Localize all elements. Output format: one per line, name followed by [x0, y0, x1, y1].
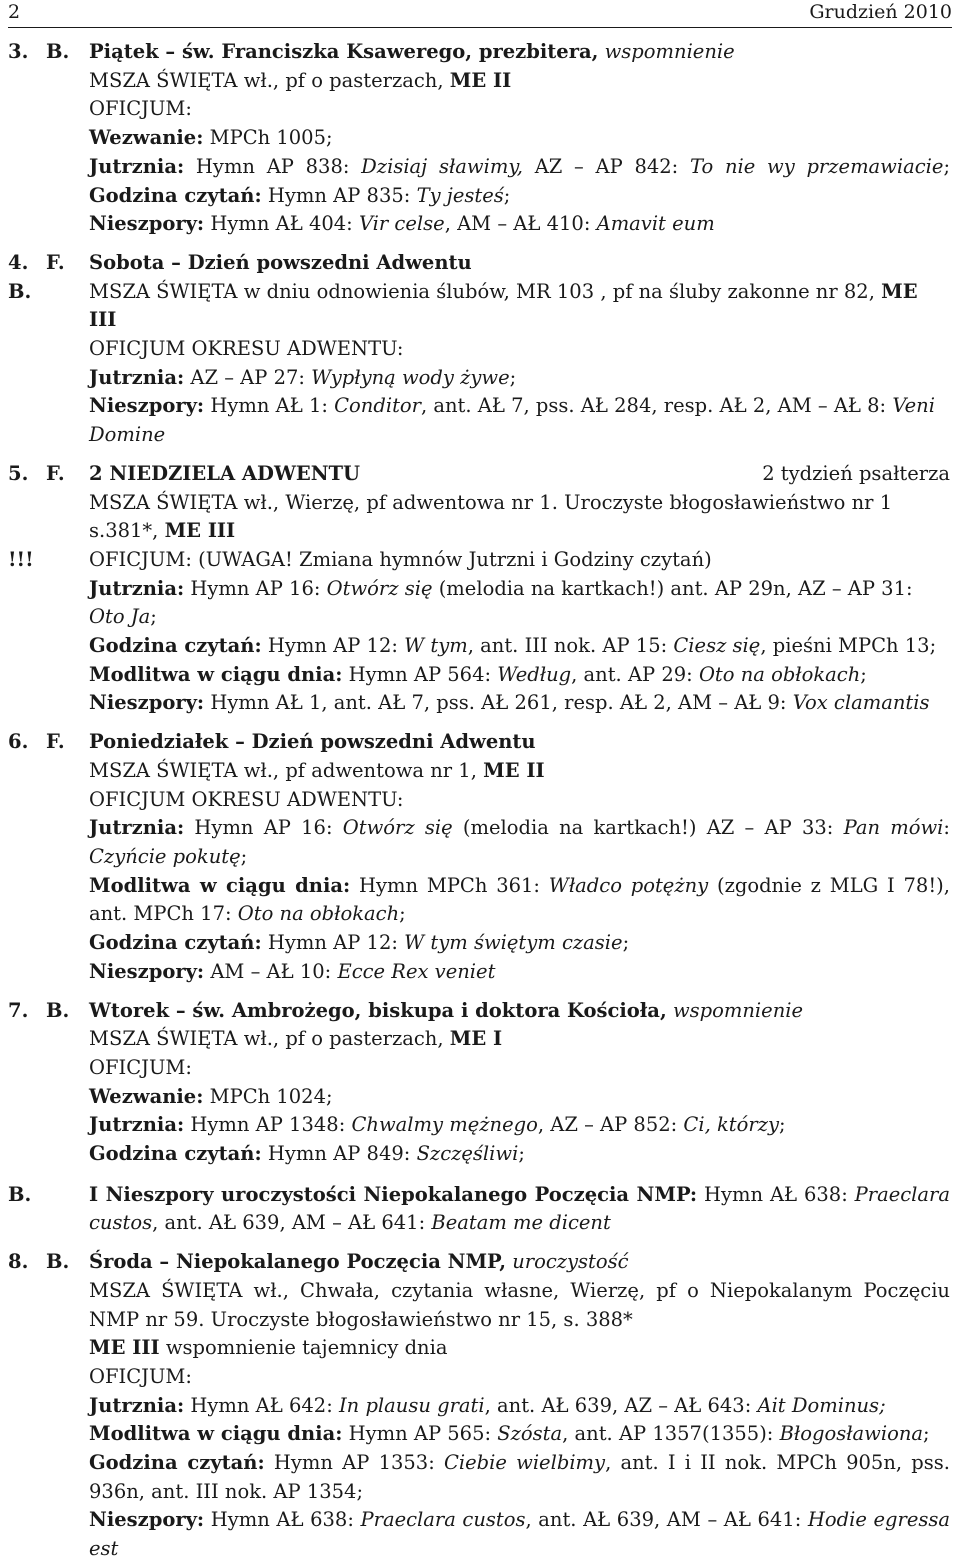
first-vespers-line: B. I Nieszpory uroczystości Niepokalanego Poczęcia NMP: Hymn AŁ 638: Praeclara [8, 1182, 950, 1206]
daytime-prayer-line: Modlitwa w ciągu dnia: Hymn AP 565: Szósta, ant. AP 1357(1355): Błogosławiona; [89, 1422, 930, 1446]
day-title: 2 NIEDZIELA ADWENTU [89, 461, 361, 485]
office-of-readings-line: Godzina czytań: Hymn AP 12: W tym świętym czasie; [89, 931, 630, 955]
mass-line: MSZA ŚWIĘTA wł., Chwała, czytania własne, Wierzę, pf o Niepokalanym Poczęciu [89, 1278, 950, 1302]
invitatory-line: Wezwanie: MPCh 1005; [89, 126, 333, 150]
day-4-title: 4. F. Sobota – Dzień powszedni Adwentu [8, 250, 472, 274]
office-notice: !!! OFICJUM: (UWAGA! Zmiana hymnów Jutrzni i Godziny czytań) [0, 546, 960, 575]
mass-line-cont: NMP nr 59. Uroczyste błogosławieństwo nr 15, s. 388* [89, 1307, 633, 1331]
vespers-line: Nieszpory: Hymn AŁ 1: Conditor, ant. AŁ 7, pss. AŁ 284, resp. AŁ 2, AM – AŁ 8: Veni Domine [89, 394, 935, 447]
mass-line-cont: s.381*, ME III [89, 519, 236, 543]
psalter-week: 2 tydzień psałterza [762, 461, 950, 485]
day-5-title: 5. F. 2 NIEDZIELA ADWENTU 2 tydzień psałterza [0, 460, 960, 489]
day-rank: wspomnienie [672, 998, 804, 1022]
lauds-line: Jutrznia: AZ – AP 27: Wypłyną wody żywe; [89, 365, 517, 389]
day-3-title [0, 38, 960, 67]
lauds-line-cont: Czyńcie pokutę; [89, 844, 248, 868]
day-title: Poniedziałek – Dzień powszedni Adwentu [89, 730, 536, 754]
missal-edition: ME II [449, 68, 512, 92]
day-title: Piątek – św. Franciszka Ksawerego, prezbitera, [89, 40, 599, 63]
liturgical-calendar [0, 38, 960, 1564]
office-of-readings-line-cont: 936n, ant. III nok. AP 1354; [89, 1479, 364, 1503]
first-vespers-line-cont: custos, ant. AŁ 639, AM – AŁ 641: Beatam me dicent [89, 1211, 611, 1235]
day-rank: wspomnienie [604, 40, 735, 63]
mass-line: MSZA ŚWIĘTA wł., pf o pasterzach, ME II [89, 68, 512, 92]
lauds-line: Jutrznia: Hymn AP 16: Otwórz się (melodia na kartkach!) ant. AP 29n, AZ – AP 31: Oto Ja; [89, 576, 913, 629]
page-header [8, 0, 952, 24]
daytime-prayer-line: Modlitwa w ciągu dnia: Hymn MPCh 361: Władco potężny (zgodnie z MLG I 78!), [89, 873, 950, 897]
lauds-line: Jutrznia: Hymn AP 1348: Chwalmy mężnego, AZ – AP 852: Ci, którzy; [89, 1113, 786, 1137]
office-heading: OFICJUM: [89, 1364, 192, 1388]
daytime-prayer-line-cont: ant. MPCh 17: Oto na obłokach; [89, 902, 406, 926]
day-title: Sobota – Dzień powszedni Adwentu [89, 250, 472, 274]
header-rule [8, 27, 952, 28]
alert-mark: !!! [8, 547, 34, 571]
day-title: Wtorek – św. Ambrożego, biskupa i doktora Kościoła, [89, 998, 667, 1022]
office-heading: OFICJUM: [89, 1055, 192, 1079]
day-rank: uroczystość [512, 1250, 629, 1274]
lauds-line: Jutrznia: Hymn AP 838: Dzisiaj sławimy, AZ – AP 842: To nie wy przemawiacie; [89, 154, 951, 178]
vespers-line: Nieszpory: Hymn AŁ 638: Praeclara custos, ant. AŁ 639, AM – AŁ 641: Hodie egressa est [89, 1508, 951, 1561]
vespers-line: Nieszpory: Hymn AŁ 404: Vir celse, AM – AŁ 410: Amavit eum [89, 212, 715, 236]
office-of-readings-line: Godzina czytań: Hymn AP 12: W tym, ant. III nok. AP 15: Ciesz się, pieśni MPCh 13; [89, 634, 937, 658]
office-of-readings-line: Godzina czytań: Hymn AP 835: Ty jesteś; [89, 183, 511, 207]
missal-edition-line: ME III wspomnienie tajemnicy dnia [89, 1336, 448, 1360]
lauds-line: Jutrznia: Hymn AP 16: Otwórz się (melodia na kartkach!) AZ – AP 33: Pan mówi: [89, 816, 950, 840]
office-heading: OFICJUM: [89, 97, 192, 121]
mass-line: B. MSZA ŚWIĘTA w dniu odnowienia ślubów, MR 103 , pf na śluby zakonne nr 82, ME III [8, 279, 918, 332]
mass-line: MSZA ŚWIĘTA wł., Wierzę, pf adwentowa nr 1. Uroczyste błogosławieństwo nr 1 [89, 490, 893, 514]
invitatory-line: Wezwanie: MPCh 1024; [89, 1084, 333, 1108]
mass-line: MSZA ŚWIĘTA wł., pf o pasterzach, ME I [89, 1027, 503, 1051]
day-8-title: 8. B. Środa – Niepokalanego Poczęcia NMP, uroczystość [8, 1250, 629, 1274]
header-month: Grudzień 2010 [809, 1, 952, 23]
day-title: Środa – Niepokalanego Poczęcia NMP, [89, 1250, 506, 1274]
mass-line: MSZA ŚWIĘTA wł., pf adwentowa nr 1, ME II [89, 758, 545, 782]
day-number: 3. [8, 40, 29, 63]
vespers-line: Nieszpory: Hymn AŁ 1, ant. AŁ 7, pss. AŁ 261, resp. AŁ 2, AM – AŁ 9: Vox clamantis [89, 691, 930, 715]
office-of-readings-line: Godzina czytań: Hymn AP 849: Szczęśliwi; [89, 1142, 525, 1166]
daytime-prayer-line: Modlitwa w ciągu dnia: Hymn AP 564: Według, ant. AP 29: Oto na obłokach; [89, 662, 867, 686]
lauds-line: Jutrznia: Hymn AŁ 642: In plausu grati, ant. AŁ 639, AZ – AŁ 643: Ait Dominus; [89, 1393, 886, 1417]
office-heading: OFICJUM OKRESU ADWENTU: [89, 337, 404, 361]
page-number: 2 [8, 1, 21, 23]
day-6-title: 6. F. Poniedziałek – Dzień powszedni Adwentu [8, 730, 536, 754]
liturgical-color: B. [46, 40, 70, 63]
office-heading: OFICJUM OKRESU ADWENTU: [89, 787, 404, 811]
office-of-readings-line: Godzina czytań: Hymn AP 1353: Ciebie wielbimy, ant. I i II nok. MPCh 905n, pss. [89, 1451, 950, 1475]
day-7-title: 7. B. Wtorek – św. Ambrożego, biskupa i doktora Kościoła, wspomnienie [8, 998, 804, 1022]
vespers-line: Nieszpory: AM – AŁ 10: Ecce Rex veniet [89, 959, 496, 983]
